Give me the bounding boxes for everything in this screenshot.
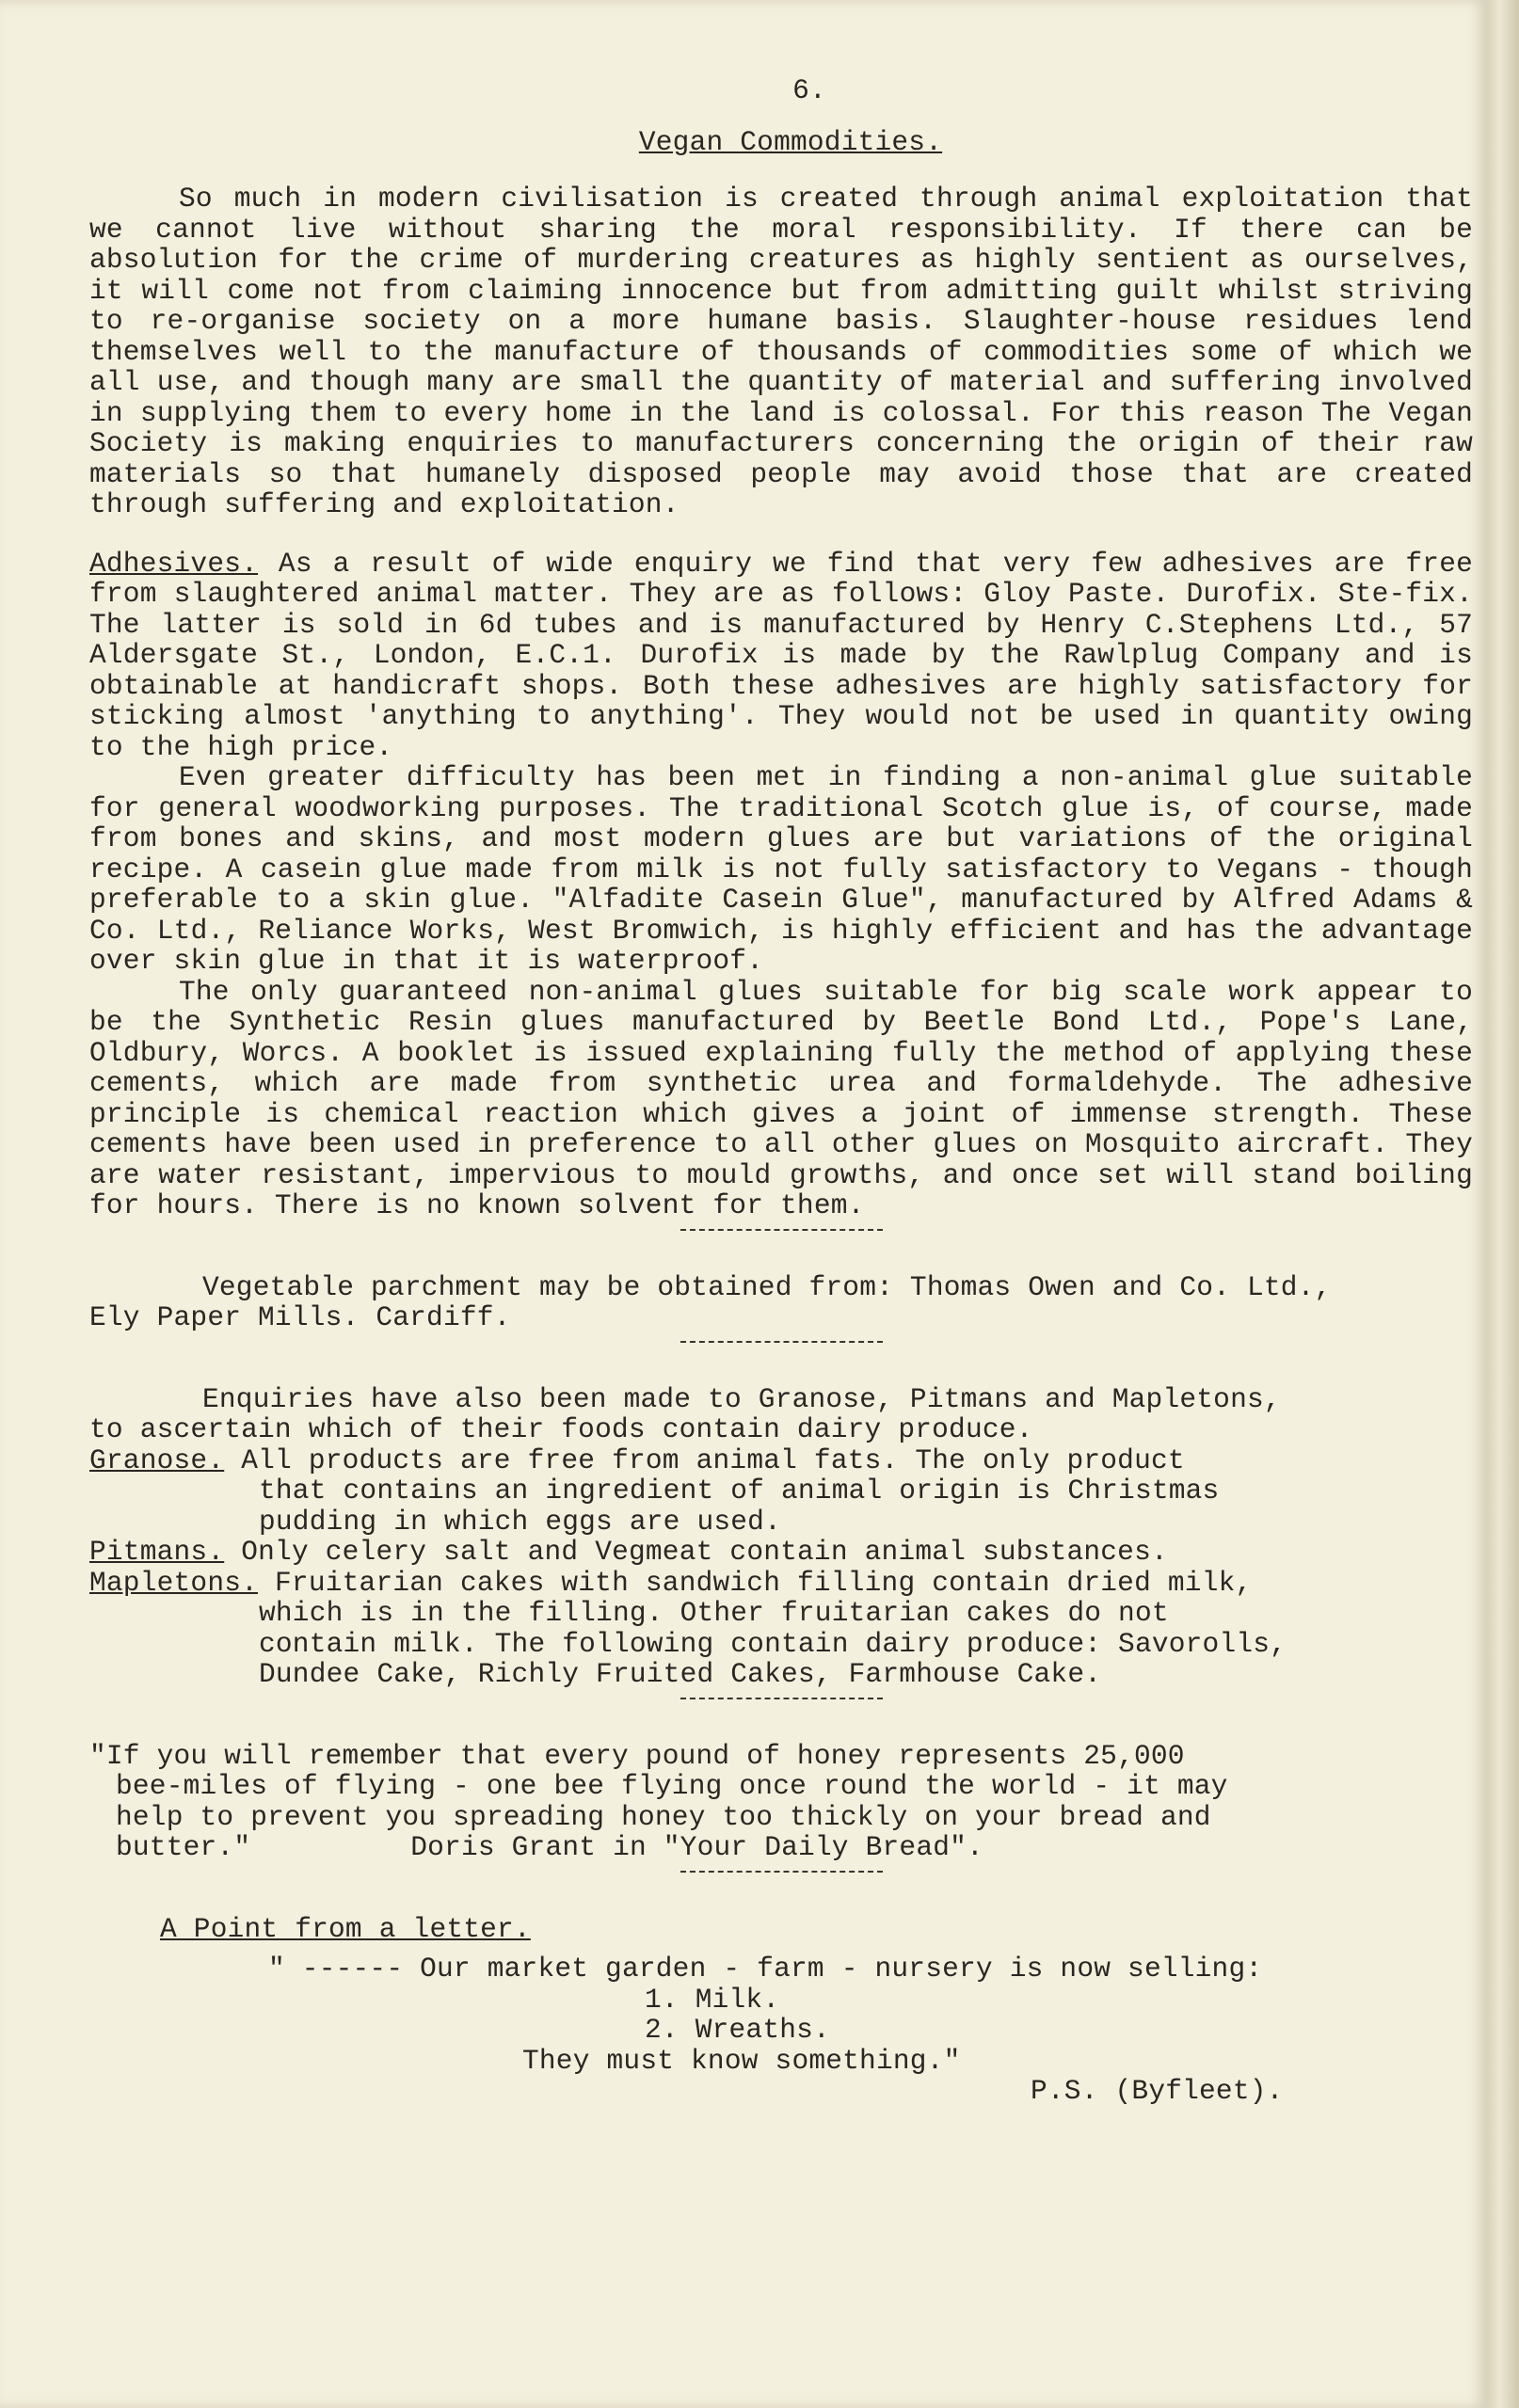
enquiries-line-1: Enquiries have also been made to Granose, Pitmans and Mapletons, (202, 1382, 1281, 1415)
page-content (89, 75, 1473, 2107)
granose-entry (89, 1445, 1473, 1476)
granose-line-2: that contains an ingredient of animal origin is Christmas (259, 1475, 1220, 1507)
quote-line-2: bee-miles of flying - one bee flying once round the world - it may (116, 1770, 1228, 1802)
page-title: Vegan Commodities. (638, 125, 943, 158)
pitmans-text: Only celery salt and Vegmeat contain animal substances. (241, 1536, 1168, 1568)
mapletons-term: Mapletons. (89, 1566, 259, 1599)
letter-line-1: " ------ Our market garden - farm - nursery is now selling: (268, 1953, 1263, 1985)
letter-line-2: They must know something." (522, 2044, 961, 2077)
pitmans-term: Pitmans. (89, 1536, 225, 1568)
letter-item-1: 1. Milk. (645, 1983, 780, 2016)
adhesives-paragraph-2: Even greater difficulty has been met in finding a non-animal glue suitable for general woodworking purposes. The traditional Scotch glue is, of course, made from bones and skins, and most modern glues are but variations of the original recipe. A casein glue made from milk is not fully satisfactory to Vegans - though preferable to a skin glue. "Alfadite Casein Glue", manufactured by Alfred Adams & Co. Ltd., Reliance Works, West Bromwich, is highly efficient and has the advantage over skin glue in that it is waterproof. (89, 761, 1473, 977)
parchment-line-2: Ely Paper Mills. Cardiff. (89, 1301, 511, 1333)
honey-quote (89, 1741, 1473, 1863)
enquiries-section (89, 1384, 1473, 1690)
granose-line-1: All products are free from animal fats. The only product (241, 1443, 1185, 1476)
adhesives-paragraph-3: The only guaranteed non-animal glues suitable for big scale work appear to be the Synthetic Resin glues manufactured by Beetle Bond Ltd., Pope's Lane, Oldbury, Worcs. A booklet is issued explaining fully the method of applying these cements, which are made from synthetic urea and formaldehyde. The adhesive principle is chemical reaction which gives a joint of immense strength. These cements have been used in preference to all other glues on Mosquito aircraft. They are water resistant, impervious to mould growths, and once set will stand boiling for hours. There is no known solvent for them. (89, 975, 1473, 1221)
next-page-edge (1487, 0, 1519, 2408)
letter-signature: P.S. (Byfleet). (1031, 2075, 1284, 2107)
quote-line-4-with-source (89, 1832, 1416, 1863)
quote-line-4: butter." (116, 1831, 251, 1863)
intro-paragraph: So much in modern civilisation is created through animal exploitation that we cannot live without sharing the moral responsibility. If there can be absolution for the crime of murdering creatures as highly sentient as ourselves, it will come not from claiming innocence but from admitting guilt whilst striving to re-organise society on a more humane basis. Slaughter-house residues lend themselves well to the manufacture of thousands of commodities some of which we all use, and though many are small the quantity of material and suffering involved in supplying them to every home in the land is colossal. For this reason The Vegan Society is making enquiries to manufacturers concerning the origin of their raw materials so that humanely disposed people may avoid those that are created through suffering and exploitation. (89, 183, 1473, 520)
adhesives-heading: Adhesives. (89, 547, 259, 580)
mapletons-line-1: Fruitarian cakes with sandwich filling contain dried milk, (275, 1566, 1253, 1599)
mapletons-line-4: Dundee Cake, Richly Fruited Cakes, Farmhouse Cake. (259, 1658, 1102, 1690)
enquiries-line-2: to ascertain which of their foods contain dairy produce. (89, 1413, 1033, 1445)
adhesives-paragraph-1 (89, 549, 1473, 763)
mapletons-entry (89, 1568, 1473, 1599)
quote-line-3: help to prevent you spreading honey too thickly on your bread and (116, 1800, 1211, 1833)
quote-source: Doris Grant in "Your Daily Bread". (410, 1831, 983, 1863)
quote-line-1: "If you will remember that every pound of honey represents 25,000 (89, 1739, 1185, 1772)
pitmans-entry (89, 1537, 1473, 1568)
parchment-line-1: Vegetable parchment may be obtained from: Thomas Owen and Co. Ltd., (202, 1270, 1332, 1303)
mapletons-line-3: contain milk. The following contain dairy produce: Savorolls, (259, 1627, 1287, 1660)
mapletons-line-2: which is in the filling. Other fruitarian cakes do not (259, 1597, 1169, 1629)
page-number: 6. (792, 74, 826, 106)
letter-item-2: 2. Wreaths. (645, 2014, 830, 2046)
granose-term: Granose. (89, 1443, 225, 1476)
parchment-note (89, 1272, 1473, 1333)
letter-heading: A Point from a letter. (160, 1912, 531, 1945)
granose-line-3: pudding in which eggs are used. (259, 1505, 781, 1538)
adhesives-text-1: As a result of wide enquiry we find that very few adhesives are free from slaughtered animal matter. They are as follows: Gloy Paste. Durofix. Ste-fix. The latter is sold in 6d tubes and is manufactured by Henry C.Stephens Ltd., 57 Aldersgate St., London, E.C.1. Durofix is made by the Rawlplug Company and is obtainable at handicraft shops. Both these adhesives are highly satisfactory for sticking almost 'anything to anything'. They would not be used in quantity owing to the high price. (89, 547, 1473, 763)
